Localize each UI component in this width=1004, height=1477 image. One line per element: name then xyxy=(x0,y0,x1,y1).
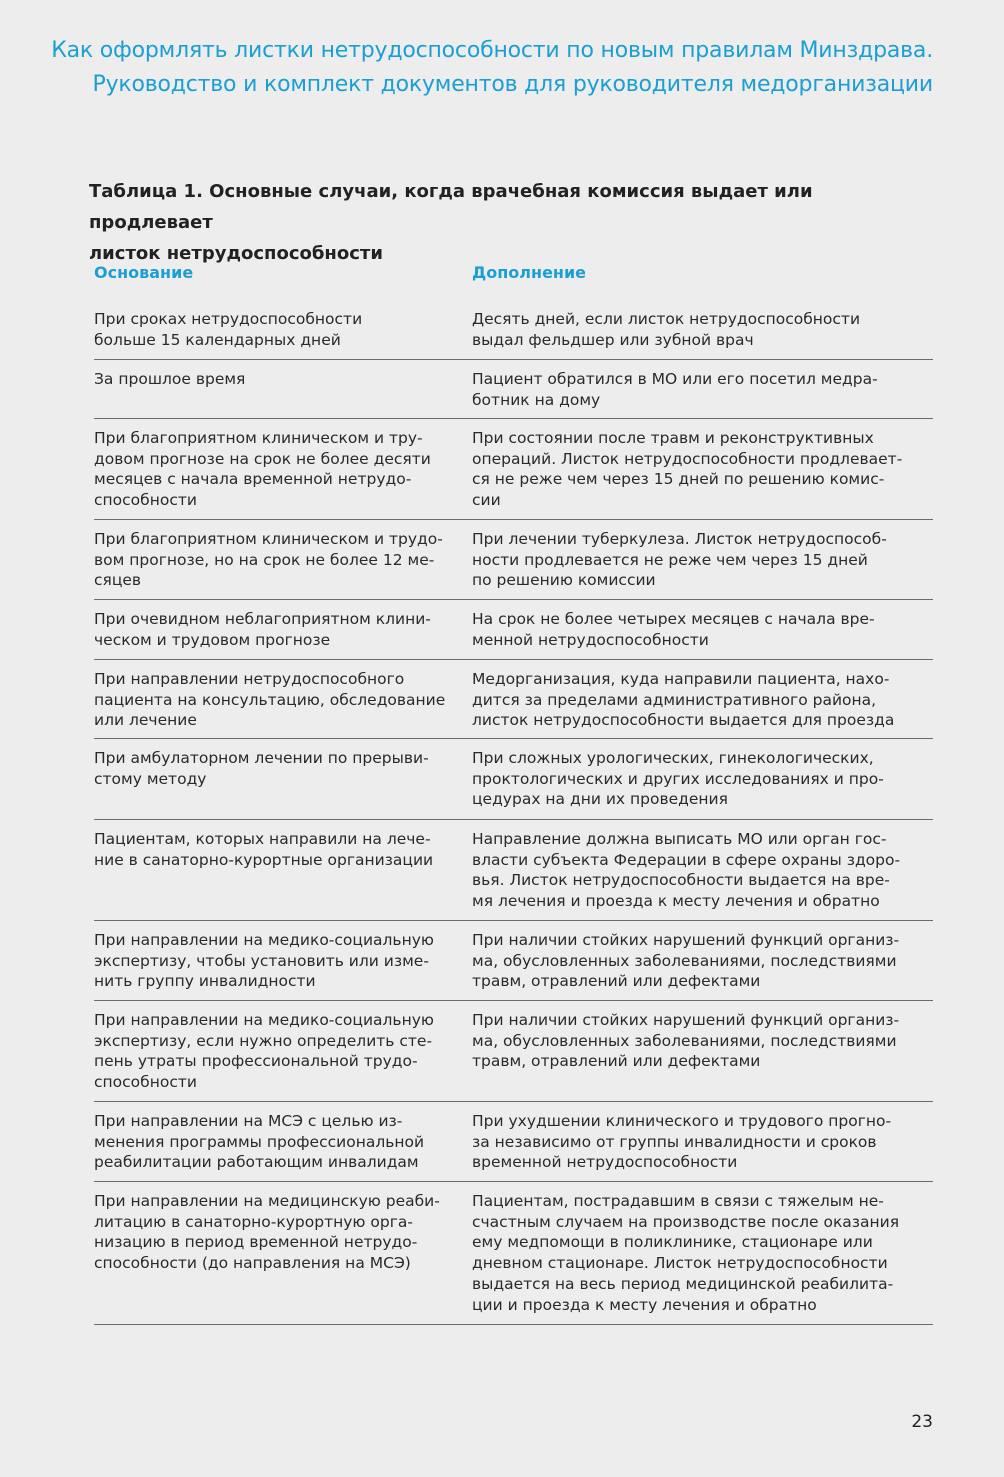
table-row xyxy=(94,1102,933,1182)
cell-basis: При направлении нетрудоспособного пациента на консультацию, обследование или лечение xyxy=(94,670,446,730)
cell-basis: При очевидном неблагоприятном клини- ческом и трудовом прогнозе xyxy=(94,610,431,649)
cell-addition: При ухудшении клинического и трудового прогно- за независимо от группы инвалидности и сроков временной нетрудоспособности xyxy=(472,1112,892,1172)
cell-addition: При лечении туберкулеза. Листок нетрудоспособ- ности продлевается не реже чем через 15 дней по решению комиссии xyxy=(472,530,887,590)
table-title-line-1: Таблица 1. Основные случаи, когда врачебная комиссия выдает или продлевает xyxy=(89,181,813,233)
cell-basis: При амбулаторном лечении по прерыви- стому методу xyxy=(94,749,429,788)
cell-basis: При благоприятном клиническом и тру- довом прогнозе на срок не более десяти месяцев с начала временной нетрудо- способности xyxy=(94,429,431,510)
table-row xyxy=(94,1182,933,1325)
cell-addition: При наличии стойких нарушений функций организ- ма, обусловленных заболеваниями, последствиями травм, отравлений или дефектами xyxy=(472,1011,900,1071)
running-header xyxy=(33,34,933,102)
cell-addition: При наличии стойких нарушений функций организ- ма, обусловленных заболеваниями, последствиями травм, отравлений или дефектами xyxy=(472,931,900,991)
table-row xyxy=(94,360,933,419)
cell-addition: Пациентам, пострадавшим в связи с тяжелым не- счастным случаем на производстве после оказания ему медпомощи в поликлинике, стационаре или дневном стационаре. Листок нетрудоспособности выдается на весь период медицинской реабилита- ции и проезда к месту лечения и обратно xyxy=(472,1192,900,1314)
table-row xyxy=(94,419,933,520)
table-row xyxy=(94,660,933,739)
cell-basis: При сроках нетрудоспособности больше 15 календарных дней xyxy=(94,310,363,349)
cases-table xyxy=(94,262,933,1325)
table-row xyxy=(94,921,933,1001)
table-title-line-2: листок нетрудоспособности xyxy=(89,243,383,264)
header-line-2: Руководство и комплект документов для руководителя медорганизации xyxy=(92,72,933,97)
table-row xyxy=(94,1001,933,1102)
cell-addition: Медорганизация, куда направили пациента, нахо- дится за пределами административного района, листок нетрудоспособности выдается для проезда xyxy=(472,670,895,730)
cell-addition: При сложных урологических, гинекологических, проктологических и других исследованиях и про- цедурах на дни их проведения xyxy=(472,749,884,809)
table-header xyxy=(94,262,933,300)
cell-addition: Десять дней, если листок нетрудоспособности выдал фельдшер или зубной врач xyxy=(472,310,861,349)
cell-addition: На срок не более четырех месяцев с начала вре- менной нетрудоспособности xyxy=(472,610,875,649)
column-header-basis: Основание xyxy=(94,263,194,282)
page-number: 23 xyxy=(911,1412,933,1432)
table-title xyxy=(89,176,939,269)
cell-basis: При направлении на МСЭ с целью из- менения программы профессиональной реабилитации работающим инвалидам xyxy=(94,1112,425,1172)
table-row xyxy=(94,600,933,660)
column-header-addition: Дополнение xyxy=(472,263,587,282)
table-row xyxy=(94,520,933,600)
table-row xyxy=(94,739,933,820)
cell-basis: При направлении на медико-социальную экспертизу, если нужно определить сте- пень утраты профессиональной трудо- способности xyxy=(94,1011,434,1092)
cell-basis: При благоприятном клиническом и трудо- вом прогнозе, но на срок не более 12 ме- сяцев xyxy=(94,530,443,590)
cell-basis: При направлении на медицинскую реаби- литацию в санаторно-курортную орга- низацию в период временной нетрудо- способности (до направления на МСЭ) xyxy=(94,1192,440,1273)
cell-addition: При состоянии после травм и реконструктивных операций. Листок нетрудоспособности продлевает- ся не реже чем через 15 дней по решению комис- сии xyxy=(472,429,903,510)
cell-addition: Пациент обратился в МО или его посетил медра- ботник на дому xyxy=(472,370,878,409)
table-row xyxy=(94,820,933,921)
cell-basis: При направлении на медико-социальную экспертизу, чтобы установить или изме- нить группу инвалидности xyxy=(94,931,434,991)
table-row xyxy=(94,300,933,360)
cell-addition: Направление должна выписать МО или орган гос- власти субъекта Федерации в сфере охраны здоро- вья. Листок нетрудоспособности выдается на вре- мя лечения и проезда к месту лечения и обратно xyxy=(472,830,901,911)
header-line-1: Как оформлять листки нетрудоспособности по новым правилам Минздрава. xyxy=(51,38,933,63)
cell-basis: Пациентам, которых направили на лече- ние в санаторно-курортные организации xyxy=(94,830,434,869)
cell-basis: За прошлое время xyxy=(94,370,246,388)
